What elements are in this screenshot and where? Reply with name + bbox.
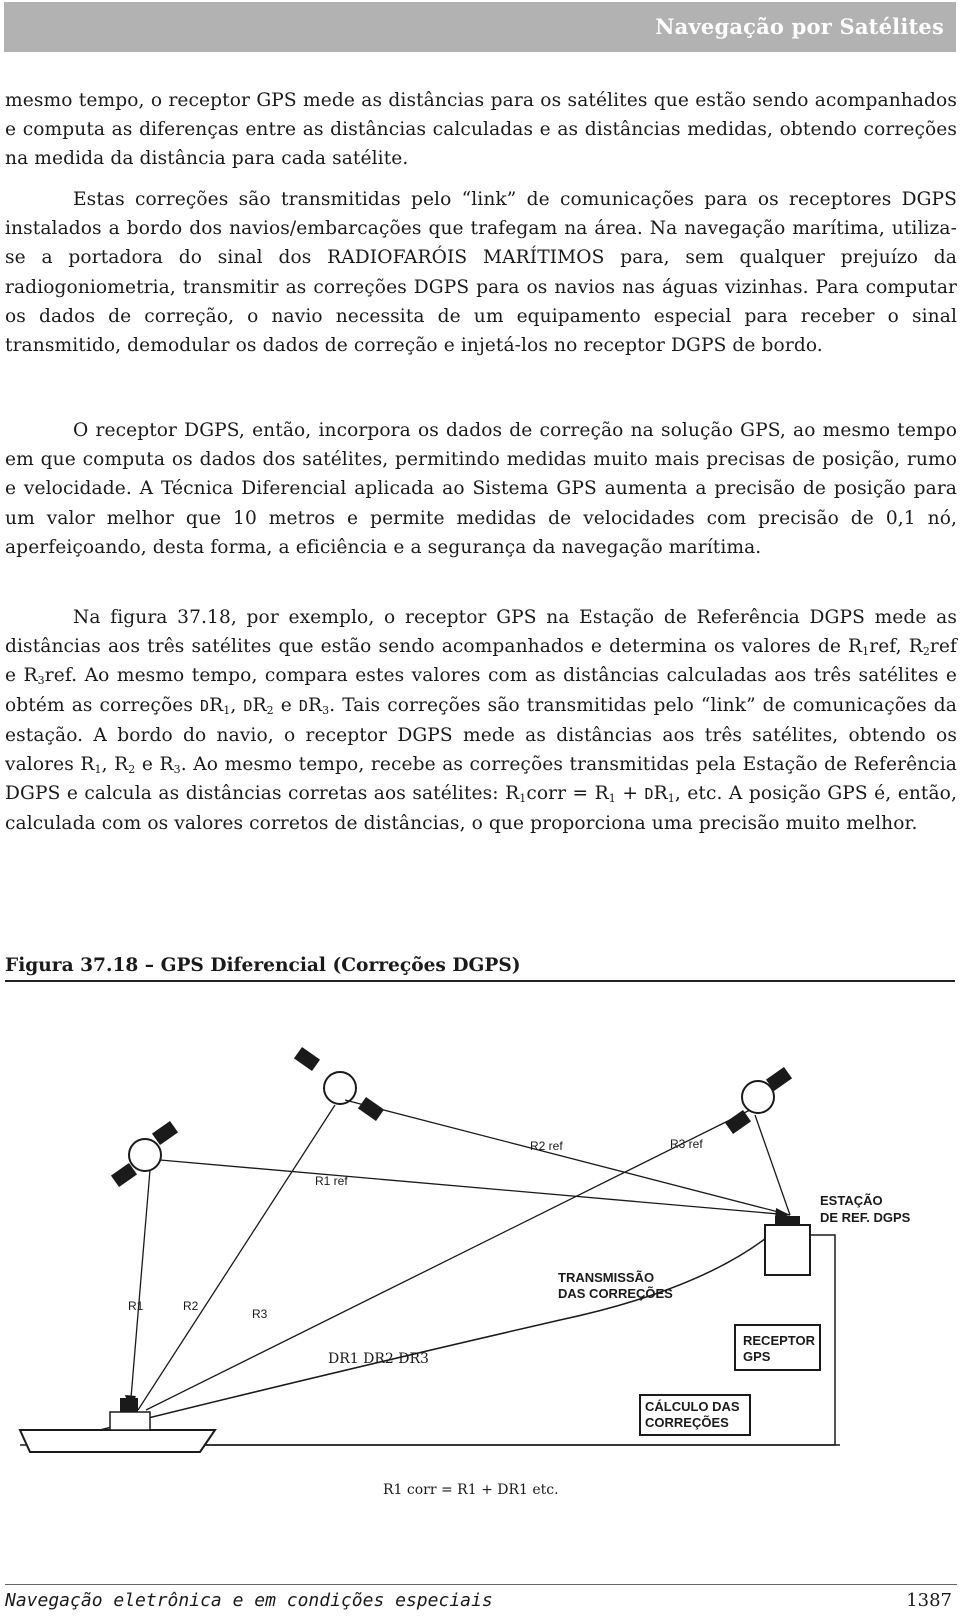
label-r3: R3 bbox=[252, 1307, 268, 1321]
label-calc-1: CÁLCULO DAS bbox=[645, 1399, 740, 1414]
body-text-block-1 bbox=[5, 86, 957, 174]
header-bar bbox=[4, 2, 956, 52]
label-r2: R2 bbox=[183, 1299, 199, 1313]
label-station-1: ESTAÇÃO bbox=[820, 1193, 883, 1208]
footer-chapter-title: Navegação eletrônica e em condições especiais bbox=[5, 1590, 493, 1611]
dgps-diagram bbox=[0, 1020, 960, 1550]
label-transmission-1: TRANSMISSÃO bbox=[558, 1270, 655, 1285]
footer-rule bbox=[5, 1584, 957, 1585]
label-r1: R1 bbox=[128, 1299, 144, 1313]
reference-station bbox=[765, 1225, 810, 1275]
dgps-figure bbox=[0, 1020, 960, 1550]
label-calc-2: CORREÇÕES bbox=[645, 1415, 729, 1430]
satellite-icon bbox=[294, 1047, 384, 1121]
satellite-icon bbox=[111, 1121, 178, 1187]
label-station-2: DE REF. DGPS bbox=[820, 1210, 911, 1225]
label-r1ref: R1 ref bbox=[315, 1174, 348, 1188]
body-text-block-4 bbox=[5, 603, 957, 839]
figure-caption: Figura 37.18 – GPS Diferencial (Correções DGPS) bbox=[5, 955, 955, 982]
paragraph-3: O receptor DGPS, então, incorpora os dados de correção na solução GPS, ao mesmo tempo em que computa os dados dos satélites, permitindo medidas muito mais precisas de posição, rumo e velocidade. A Técnica Diferencial aplicada ao Sistema GPS aumenta a precisão de posição para um valor melhor que 10 metros e permite medidas de velocidades com precisão de 0,1 nó, aperfeiçoando, desta forma, a eficiência e a segurança da navegação marítima. bbox=[5, 420, 957, 558]
paragraph-4: Na figura 37.18, por exemplo, o receptor GPS na Estação de Referência DGPS mede as distâncias aos três satélites que estão sendo acompanhados e determina os valores de $R_1ref$, $R_2ref$ e $R_3ref$. Ao mesmo tempo, compara estes valores com as distâncias calculadas aos três satélites e obtém as correções $DR_1$, $DR_2$ e $DR_3$. Tais correções são transmitidas pelo “link” de comunicações da estação. A bordo do navio, o receptor DGPS mede as distâncias aos três satélites, obtendo os valores $R_1$, $R_2$ e $R_3$. Ao mesmo tempo, recebe as correções transmitidas pela Estação de Referência DGPS e calcula as distâncias corretas aos satélites: $R_1corr = R_1 + DR_1$, etc. A posição GPS é, então, calculada com os valores corretos de distâncias, o que proporciona uma precisão muito melhor. bbox=[5, 607, 957, 835]
body-text-block-2 bbox=[5, 185, 957, 360]
label-receiver-1: RECEPTOR bbox=[743, 1333, 815, 1348]
label-r3ref: R3 ref bbox=[670, 1137, 703, 1151]
figure-formula: R1 corr = R1 + DR1 etc. bbox=[383, 1482, 559, 1498]
label-receiver-2: GPS bbox=[743, 1349, 771, 1364]
running-header-title: Navegação por Satélites bbox=[655, 14, 944, 39]
label-dr: DR1 DR2 DR3 bbox=[328, 1351, 429, 1367]
label-transmission-2: DAS CORREÇÕES bbox=[558, 1286, 673, 1301]
paragraph-1: mesmo tempo, o receptor GPS mede as distâncias para os satélites que estão sendo acompanhados e computa as diferenças entre as distâncias calculadas e as distâncias medidas, obtendo correções na medida da distância para cada satélite. bbox=[5, 90, 957, 170]
body-text-block-3 bbox=[5, 416, 957, 562]
label-r2ref: R2 ref bbox=[530, 1139, 563, 1153]
paragraph-2: Estas correções são transmitidas pelo “link” de comunicações para os receptores DGPS instalados a bordo dos navios/embarcações que trafegam na área. Na navegação marítima, utiliza-se a portadora do sinal dos RADIOFARÓIS MARÍTIMOS para, sem qualquer prejuízo da radiogoniometria, transmitir as correções DGPS para os navios nas águas vizinhas. Para computar os dados de correção, o navio necessita de um equipamento especial para receber o sinal transmitido, demodular os dados de correção e injetá-los no receptor DGPS de bordo. bbox=[5, 189, 957, 357]
page-number: 1387 bbox=[906, 1590, 952, 1611]
